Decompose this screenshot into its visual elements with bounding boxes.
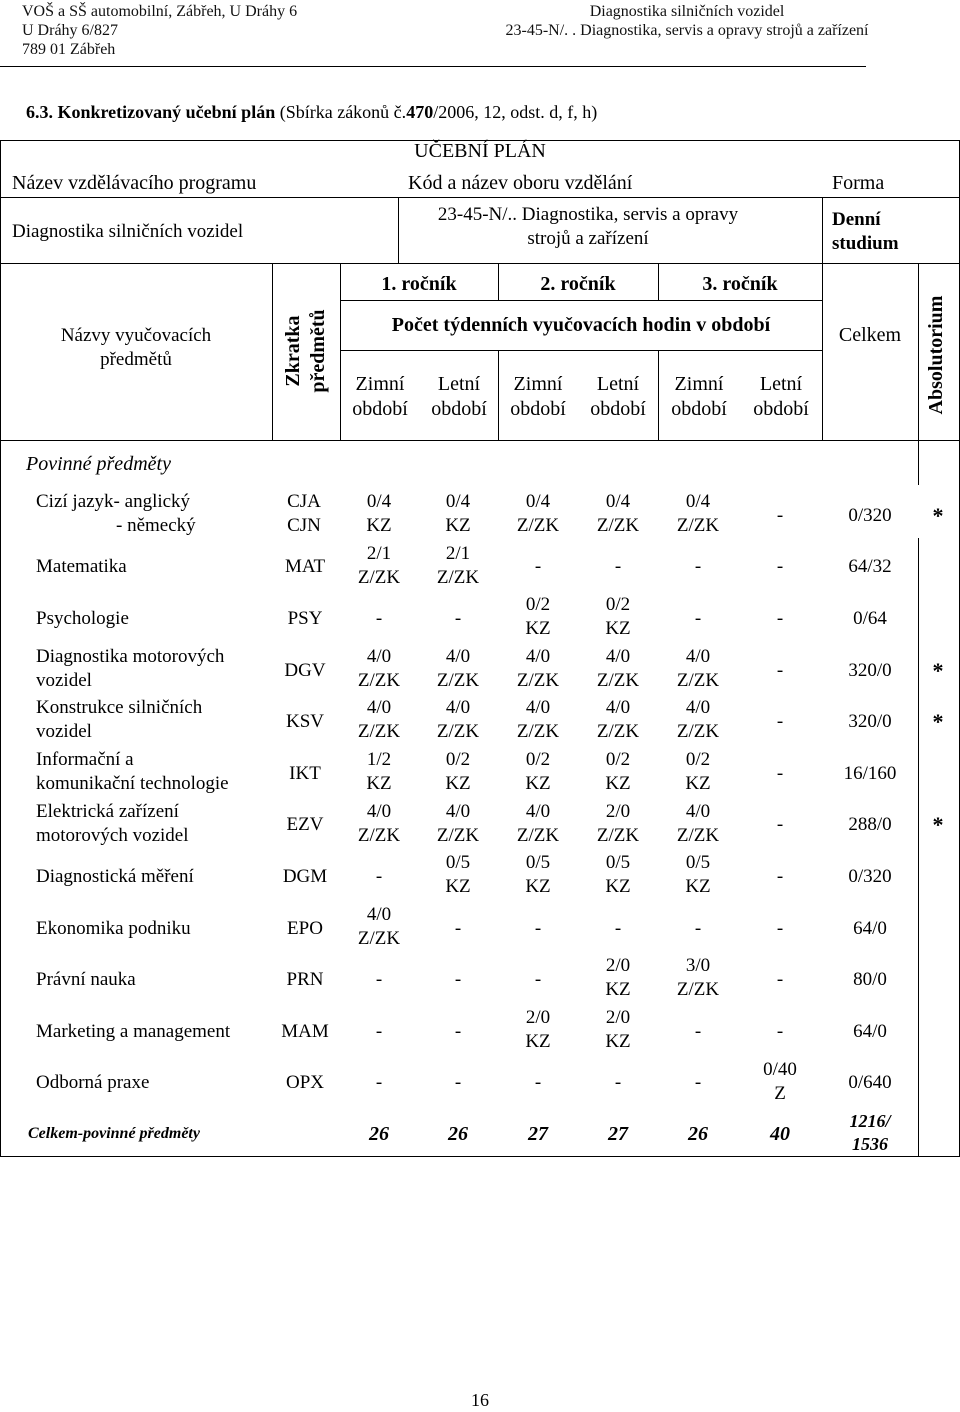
period-hours: 4/0 — [366, 800, 392, 822]
subjects-column-header — [0, 324, 272, 372]
period-hours: - — [534, 1072, 542, 1094]
period-assessment: KZ — [605, 1031, 631, 1052]
period-header-line2: období — [671, 398, 727, 420]
period-hours: - — [776, 866, 784, 887]
total-hours-period-6: 40 — [770, 1123, 790, 1145]
period-assessment: KZ — [445, 876, 471, 898]
period-assessment: Z/ZK — [357, 721, 401, 743]
subject-abbreviation-line2: CJN — [287, 515, 321, 536]
subject-abbreviation: EZV — [286, 814, 324, 836]
school-name: VOŠ a SŠ automobilní, Zábřeh, U Dráhy 6 — [22, 3, 298, 20]
period-hours: 0/4 — [445, 491, 471, 512]
period-hours: - — [776, 556, 784, 578]
program-code: 23-45-N/. . Diagnostika, servis a opravy strojů a zařízení — [505, 22, 869, 39]
period-assessment: KZ — [525, 876, 551, 898]
period-hours: 0/4 — [685, 491, 711, 512]
period-hours: - — [694, 1020, 702, 1042]
period-assessment: Z/ZK — [516, 824, 560, 846]
grid-line — [0, 197, 960, 198]
period-header-line2: období — [352, 398, 408, 420]
period-hours: 3/0 — [685, 955, 711, 977]
period-header-line1: Zimní — [355, 373, 405, 395]
period-hours: 4/0 — [605, 697, 631, 719]
period-hours: 4/0 — [366, 903, 392, 925]
period-hours: - — [694, 1072, 702, 1094]
grid-line — [0, 1156, 960, 1157]
subject-name-line2: komunikační technologie — [36, 773, 229, 794]
period-header-line2: období — [510, 398, 566, 420]
period-hours: - — [534, 917, 542, 939]
period-hours: - — [375, 1020, 383, 1042]
grid-line — [272, 263, 273, 440]
subject-name: Diagnostika motorových — [36, 645, 225, 667]
period-hours: - — [534, 556, 542, 578]
period-hours: 4/0 — [445, 645, 471, 667]
period-hours: 4/0 — [685, 645, 711, 667]
period-hours: 0/2 — [605, 749, 631, 770]
period-assessment: KZ — [525, 618, 551, 640]
period-hours: - — [776, 917, 784, 939]
period-hours: 2/0 — [605, 1007, 631, 1028]
period-hours: 0/5 — [685, 852, 711, 874]
total-column-header: Celkem — [838, 324, 902, 346]
period-assessment: KZ — [605, 979, 631, 1001]
period-assessment: Z/ZK — [676, 824, 720, 846]
period-hours: 0/2 — [605, 594, 631, 616]
total-hours-period-4: 27 — [608, 1123, 628, 1145]
subject-name: Odborná praxe — [36, 1072, 150, 1094]
section-reference-pre: (Sbírka zákonů č. — [275, 102, 407, 122]
period-hours: 0/2 — [525, 594, 551, 616]
subject-name: Informační a — [36, 749, 134, 770]
subject-abbreviation: CJA — [287, 491, 321, 512]
subject-abbreviation: MAT — [284, 556, 326, 578]
period-hours: 2/0 — [525, 1007, 551, 1028]
subject-abbreviation: MAM — [281, 1020, 329, 1042]
period-header-3 — [498, 372, 578, 422]
period-header-line1: Letní — [596, 373, 640, 395]
period-hours: 4/0 — [366, 645, 392, 667]
period-hours: 0/4 — [525, 491, 551, 512]
school-street: U Dráhy 6/827 — [22, 22, 118, 39]
abbreviation-column-header — [281, 291, 331, 411]
period-hours: - — [375, 969, 383, 991]
period-assessment: Z/ZK — [596, 721, 640, 743]
period-hours: - — [375, 608, 383, 629]
plan-title: UČEBNÍ PLÁN — [414, 140, 546, 162]
period-assessment: Z/ZK — [516, 515, 560, 536]
total-hours-period-2: 26 — [448, 1123, 468, 1145]
period-hours: 0/5 — [525, 852, 551, 874]
school-header — [22, 2, 297, 59]
code-label: Kód a název oboru vzdělání — [408, 172, 633, 194]
total-hours-period-5: 26 — [688, 1123, 708, 1145]
absolutorium-mark: * — [932, 657, 944, 683]
period-hours: - — [614, 917, 622, 939]
period-assessment: Z/ZK — [436, 566, 480, 588]
period-header-line2: období — [590, 398, 646, 420]
absolutorium-mark: * — [932, 812, 944, 838]
grid-line — [918, 263, 919, 440]
period-assessment: Z/ZK — [357, 927, 401, 949]
totals-overall — [822, 1110, 918, 1156]
period-assessment: Z/ZK — [357, 669, 401, 691]
period-hours: 0/4 — [605, 491, 631, 512]
abbreviation-header-line1: Zkratka — [282, 315, 304, 387]
period-hours: - — [694, 608, 702, 629]
year-3-header: 3. ročník — [702, 273, 778, 295]
subject-abbreviation: DGM — [282, 866, 328, 887]
code-value — [398, 203, 778, 251]
school-city: 789 01 Zábřeh — [22, 41, 116, 58]
period-hours: - — [776, 711, 784, 733]
period-hours: - — [375, 1072, 383, 1094]
period-hours: 4/0 — [605, 645, 631, 667]
period-assessment: KZ — [605, 618, 631, 640]
grid-line — [0, 263, 960, 264]
subject-total-hours: 80/0 — [853, 969, 887, 991]
subject-abbreviation: EPO — [287, 917, 323, 939]
grid-line — [918, 440, 919, 485]
period-assessment: Z/ZK — [596, 515, 640, 536]
program-name: Diagnostika silničních vozidel — [589, 3, 785, 20]
subject-name: Konstrukce silničních — [36, 697, 203, 719]
subject-total-hours: 0/320 — [848, 866, 892, 887]
period-hours: - — [454, 917, 462, 939]
subject-name-line2: vozidel — [36, 721, 92, 743]
period-hours: 0/2 — [525, 749, 551, 770]
subjects-header-line2: předmětů — [100, 349, 172, 370]
program-header — [502, 2, 872, 40]
subject-total-hours: 64/32 — [848, 556, 892, 578]
period-assessment: Z — [774, 1082, 786, 1104]
period-hours: - — [534, 969, 542, 991]
period-assessment: Z/ZK — [516, 721, 560, 743]
subject-total-hours: 64/0 — [853, 1020, 887, 1042]
period-assessment: Z/ZK — [436, 824, 480, 846]
period-hours: - — [454, 608, 462, 629]
period-header-line1: Letní — [437, 373, 481, 395]
period-hours: - — [454, 1020, 462, 1042]
page-number: 16 — [471, 1390, 489, 1410]
subject-abbreviation: KSV — [285, 711, 324, 733]
period-hours: - — [454, 1072, 462, 1094]
section-heading: 6.3. Konkretizovaný učební plán — [26, 102, 276, 122]
program-value: Diagnostika silničních vozidel — [12, 221, 244, 242]
period-hours: 0/2 — [445, 749, 471, 770]
period-hours: 2/1 — [445, 542, 471, 564]
code-value-line2: strojů a zařízení — [527, 228, 649, 249]
subject-total-hours: 320/0 — [848, 711, 892, 733]
period-hours: 4/0 — [445, 697, 471, 719]
section-title — [26, 102, 597, 123]
period-assessment: KZ — [685, 773, 711, 794]
period-assessment: Z/ZK — [676, 515, 720, 536]
period-header-line1: Letní — [759, 373, 803, 395]
period-hours: - — [776, 659, 784, 681]
period-hours: 0/40 — [763, 1058, 797, 1080]
period-assessment: Z/ZK — [436, 721, 480, 743]
subject-name-line2: motorových vozidel — [36, 824, 189, 846]
subject-total-hours: 0/64 — [853, 608, 887, 629]
grid-line — [822, 197, 823, 440]
period-assessment: KZ — [605, 876, 631, 898]
subject-abbreviation: PSY — [287, 608, 323, 629]
subject-name: Ekonomika podniku — [36, 917, 191, 939]
period-hours: 4/0 — [525, 645, 551, 667]
period-assessment: KZ — [525, 773, 551, 794]
form-value-line2: studium — [832, 233, 899, 254]
period-assessment: KZ — [605, 773, 631, 794]
period-header-line1: Zimní — [513, 373, 563, 395]
subject-abbreviation: OPX — [285, 1072, 324, 1094]
period-hours: 1/2 — [366, 749, 392, 770]
period-hours: - — [454, 969, 462, 991]
program-label: Název vzdělávacího programu — [12, 172, 257, 194]
absolutorium-column-header: Absolutorium — [925, 295, 947, 415]
period-hours: 4/0 — [685, 800, 711, 822]
grid-line — [918, 538, 919, 1156]
absolutorium-mark: * — [932, 502, 944, 528]
abbreviation-header-line2: předmětů — [307, 309, 329, 393]
header-rule — [0, 66, 866, 67]
absolutorium-mark: * — [932, 709, 944, 735]
period-hours: - — [375, 866, 383, 887]
code-value-line1: 23-45-N/.. Diagnostika, servis a opravy — [437, 204, 739, 225]
subject-total-hours: 320/0 — [848, 659, 892, 681]
period-assessment: KZ — [366, 773, 392, 794]
period-assessment: Z/ZK — [596, 669, 640, 691]
subject-name: Cizí jazyk- anglický — [36, 491, 191, 512]
period-hours: 0/5 — [605, 852, 631, 874]
section-reference-number: 470 — [406, 102, 434, 122]
subject-total-hours: 0/640 — [848, 1072, 892, 1094]
subject-total-hours: 288/0 — [848, 814, 892, 836]
subject-name: Elektrická zařízení — [36, 800, 179, 822]
subject-name: Psychologie — [36, 608, 129, 629]
total-hours-period-1: 26 — [369, 1123, 389, 1145]
total-hours-period-3: 27 — [528, 1123, 548, 1145]
period-hours: - — [776, 1020, 784, 1042]
totals-overall-line2: 1536 — [852, 1134, 888, 1154]
period-header-1 — [340, 372, 420, 422]
period-hours: 2/1 — [366, 542, 392, 564]
grid-line — [0, 440, 960, 441]
period-header-line2: období — [431, 398, 487, 420]
group-label: Povinné předměty — [26, 453, 171, 475]
subject-name-line2: vozidel — [36, 669, 92, 691]
period-hours: - — [694, 917, 702, 939]
subject-name: Matematika — [36, 556, 127, 578]
period-hours: 2/0 — [605, 955, 631, 977]
period-hours: 0/2 — [685, 749, 711, 770]
period-assessment: KZ — [525, 1031, 551, 1052]
year-1-header: 1. ročník — [381, 273, 457, 295]
subject-total-hours: 64/0 — [853, 917, 887, 939]
period-hours: 4/0 — [525, 697, 551, 719]
subject-abbreviation: IKT — [289, 762, 321, 784]
totals-overall-line1: 1216/ — [849, 1111, 891, 1131]
period-header-6 — [740, 372, 822, 422]
period-hours: - — [614, 556, 622, 578]
period-assessment: KZ — [445, 773, 471, 794]
period-assessment: KZ — [445, 515, 471, 536]
period-hours: 4/0 — [445, 800, 471, 822]
period-hours: - — [776, 814, 784, 836]
period-assessment: KZ — [685, 876, 711, 898]
subject-total-hours: 0/320 — [848, 504, 892, 526]
period-hours: - — [776, 504, 784, 526]
form-value — [832, 208, 899, 256]
grid-line — [340, 350, 822, 351]
subject-name: Diagnostická měření — [36, 866, 194, 887]
subject-name: Právní nauka — [36, 969, 136, 991]
subject-name: Marketing a management — [36, 1020, 231, 1042]
period-assessment: Z/ZK — [357, 824, 401, 846]
grid-line — [340, 300, 822, 301]
subjects-header-line1: Názvy vyučovacích — [60, 325, 212, 346]
period-header-2 — [420, 372, 498, 422]
hours-caption: Počet týdenních vyučovacích hodin v období — [391, 314, 771, 336]
period-hours: - — [776, 762, 784, 784]
period-assessment: Z/ZK — [676, 979, 720, 1001]
period-hours: 4/0 — [525, 800, 551, 822]
period-assessment: Z/ZK — [436, 669, 480, 691]
period-hours: 0/5 — [445, 852, 471, 874]
period-hours: 2/0 — [605, 800, 631, 822]
period-hours: 0/4 — [366, 491, 392, 512]
subject-abbreviation: PRN — [286, 969, 324, 991]
subject-total-hours: 16/160 — [843, 762, 897, 784]
period-hours: 4/0 — [685, 697, 711, 719]
period-hours: - — [776, 969, 784, 991]
section-reference-post: /2006, 12, odst. d, f, h) — [433, 102, 598, 122]
grid-line — [0, 140, 1, 1156]
period-assessment: KZ — [366, 515, 392, 536]
period-hours: - — [694, 556, 702, 578]
period-header-4 — [578, 372, 658, 422]
period-assessment: Z/ZK — [357, 566, 401, 588]
form-value-line1: Denní — [832, 209, 881, 230]
period-header-line1: Zimní — [674, 373, 724, 395]
period-hours: - — [776, 608, 784, 629]
period-assessment: Z/ZK — [676, 669, 720, 691]
form-label: Forma — [832, 172, 885, 194]
period-assessment: Z/ZK — [596, 824, 640, 846]
period-assessment: Z/ZK — [676, 721, 720, 743]
period-header-line2: období — [753, 398, 809, 420]
totals-label: Celkem-povinné předměty — [28, 1125, 200, 1142]
period-header-5 — [658, 372, 740, 422]
subject-abbreviation: DGV — [284, 659, 326, 681]
period-hours: 4/0 — [366, 697, 392, 719]
year-2-header: 2. ročník — [540, 273, 616, 295]
subject-name-line2: - německý — [116, 515, 196, 536]
period-hours: - — [614, 1072, 622, 1094]
period-assessment: Z/ZK — [516, 669, 560, 691]
